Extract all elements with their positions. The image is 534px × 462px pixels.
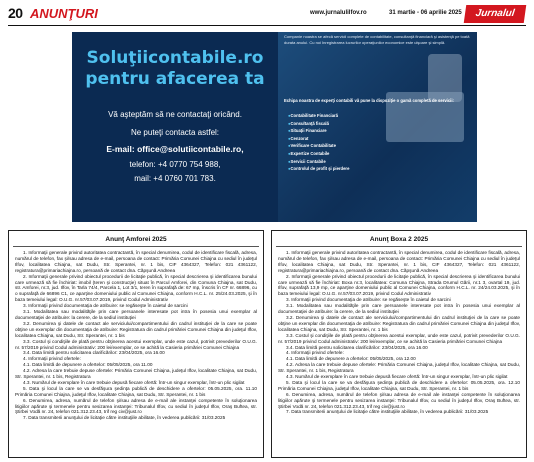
ad-service-item: ● Situaţii Financiare bbox=[288, 127, 349, 135]
newspaper-logo: Jurnalul bbox=[464, 5, 527, 23]
announcement-body bbox=[272, 247, 526, 415]
website-link[interactable]: www.jurnalulilfov.ro bbox=[310, 10, 367, 16]
announcement-paragraph: 3. Informaţii privind documentaţia de atribuire: se regăseşte în caietul de sarcini bbox=[23, 303, 188, 309]
announcement-paragraph: 3.4. Data limită pentru solicitarea clarificărilor: 23/04/2025, ora 16.00 bbox=[23, 350, 165, 356]
ad-email[interactable]: E-mail: office@solutiicontabile.ro, bbox=[106, 144, 244, 154]
announcement-paragraph: 3.1. Modalitatea sau modalităţile prin care persoanele interesate pot intra în posesia unui exemplar al documentaţiei de atribuire: la cerere, de la sediul instituţiei bbox=[15, 309, 257, 320]
announcement-paragraph: 3.3. Costul şi condiţiile de plată pentru obţinerea acestui exemplar, unde este cazul, potrivit prevederilor O.U.G. nr. 57/2019 privind Codul administrativ: 200 lei/exemplar, ce se achită la Casieria primăriei Comunei Chiajna bbox=[278, 332, 520, 344]
page-number: 20 bbox=[8, 5, 23, 21]
advertisement-banner[interactable] bbox=[72, 32, 477, 222]
announcement-paragraph: 4.3. Numărul de exemplare în care trebuie depusă fiecare ofertă: Într-un singur exemplar, într-un plic sigilat bbox=[23, 379, 245, 385]
announcement-title: Anunţ Amforei 2025 bbox=[13, 236, 259, 247]
announcement-paragraph: 3.2. Denumirea şi datele de contact ale serviciului/compartimentului din cadrul instituţiei de la care se poate obţine un exemplar din documentaţia de atribuire: Registratura din cadrul primăriei Comunei Chiajna din judeţul Ilfov, localitatea Chiajna, sat Dudu, Str. Sperantei, nr. 1 bis bbox=[278, 314, 520, 332]
announcement-paragraph: 3.2. Denumirea şi datele de contact ale serviciului/compartimentului din cadrul instituţiei de la care se poate obţine un exemplar din documentaţia de atribuire: Registratura din cadrul primăriei Comunei Chiajna din judeţul Ilfov, localitatea Chiajna, sat Dudu, Str. Sperantei, nr. 1 bis bbox=[15, 320, 257, 338]
announcement-boxa bbox=[271, 230, 527, 458]
ad-line-contact: Ne puteţi contacta astfel: bbox=[130, 128, 220, 137]
ad-brand bbox=[82, 48, 268, 90]
ad-service-item: ● Verificare Contabilitate bbox=[288, 142, 349, 150]
announcement-paragraph: 1. Informaţii generale privind autoritatea contractantă, în special denumirea, codul de identificare fiscală, adresa, numărul de telefon, fax şi/sau adresa de e-mail, persoana de contact: Primăria Comunei Chiajna cu sediul în judeţul Ilfov, localitatea Chiajna, sat Dudu, Str. Sperantei, nr. 1 bis, CIF 4364327, Telefon: 021 4361122, registratura@primariachiajna.ro, persoană de contact dna. Căpşună Andreea bbox=[278, 250, 520, 273]
ad-contact-panel bbox=[72, 32, 278, 222]
announcement-paragraph: 3.3. Costul şi condiţiile de plată pentru obţinerea acestui exemplar, unde este cazul, potrivit prevederilor O.U.G. nr. 57/2019 privind Codul administrativ: 200 lei/exemplar, ce se achită la Casieria primăriei Comunei Chiajna bbox=[15, 338, 257, 350]
ad-service-item: ● Contabilitate Financiară bbox=[288, 112, 349, 120]
announcement-paragraph: 4.2. Adresa la care trebuie depuse ofertele: Primăria Comunei Chiajna, judeţul Ilfov, localitate Chiajna, sat Dudu, Str. Sperantei, nr. 1 bis, Registratura bbox=[15, 368, 257, 380]
ad-service-item: ● Controlul de profit şi pierdere bbox=[288, 165, 349, 173]
announcement-paragraph: 4. Informaţii privind ofertele: bbox=[23, 356, 81, 362]
announcement-paragraph: 6. Denumirea, adresa, numărul de telefon şi/sau adresa de e-mail ale instanţei competente în soluţionarea litigiilor apărute şi termenele pentru sesizarea instanţei: Tribunalul Ilfov, cu sediul în judeţul Ilfov, Oraş Buftea, str. Ştirbei Vodă nr. 24, telefon 021.312.23.43, trif reg civ@just.ro bbox=[15, 397, 257, 415]
ad-line-invite: Vă aşteptăm să ne contactaţi oricând. bbox=[108, 110, 242, 119]
announcement-paragraph: 7. Data transmiterii anunţului de licitaţie către instituţiile abilitate, în vederea publicării: 31/03.2025 bbox=[286, 409, 489, 415]
announcement-paragraph: 4.3. Numărul de exemplare în care trebuie depusă fiecare ofertă: Într-un singur exemplar, într-un plic sigilat bbox=[286, 374, 508, 380]
ad-services-panel bbox=[278, 32, 477, 222]
announcement-paragraph: 2. Informaţii generale privind obiectul procedurii de licitaţie publică, în special descrierea şi identificarea bunului care urmează să fie închiriat: Boxa nr.3, localitatea: Comuna Chiajna, Strada Drumul Gării, nr.1 3, ovartal 19, jud. Ilfov, suprafaţă 13,9 mp, ce aparţine domeniului public al Comunei Chiajna, conform H.C.L. nr. 24/24.03.2025, şi în baza temeiului legal: O.U.G. nr.57/03.07.2019, privind Codul Administrativ bbox=[278, 273, 520, 297]
announcement-paragraph: 5. Data şi locul la care se va desfăşura şedinţa publică de deschidere a ofertelor: 05.05.2025, ora. 12.10 Primăria Comunei Chiajna, judeţul Ilfov, localitate Chiajna, sat Dudu, Str. Sperantei, nr. 1 bis bbox=[278, 379, 520, 391]
announcement-paragraph: 5. Data şi locul la care se va desfăşura şedinţa publică de deschidere a ofertelor: 05.05.2025, ora. 11.10 Primăria Comunei Chiajna, judeţul Ilfov, localitate Chiajna, sat Dudu, Str. Sperantei, nr. 1 bis bbox=[15, 385, 257, 397]
ad-intro-text: Companie noastra se afecă servicii complete de contabilitate, consultanţă financiară şi asistenţă pe toată durata anului. Cu noi înregistrarea lucrurilor operaţiunilor economice este ulşoare şi simplă. bbox=[284, 34, 470, 45]
announcement-title: Anunţ Boxa 2 2025 bbox=[276, 236, 522, 247]
ad-phone-2: mail: +4 0760 701 783. bbox=[134, 174, 216, 183]
announcement-paragraph: 4. Informaţii privind ofertele: bbox=[286, 350, 344, 356]
ad-brand-line2: pentru afacerea ta bbox=[85, 69, 265, 89]
issue-date: 31 martie - 06 aprilie 2025 bbox=[389, 10, 462, 16]
announcement-paragraph: 6. Denumirea, adresa, numărul de telefon şi/sau adresa de e-mail ale instanţei competente în soluţionarea litigiilor apărute şi termenele pentru sesizarea instanţei: Tribunalul Ilfov, cu sediul în judeţul Ilfov, Oraş Buftea, str. Ştirbei Vodă nr. 24, telefon 021.312.23.43, trif reg civ@just.ro bbox=[278, 391, 520, 409]
announcement-paragraph: 4.1. Data limită de depunere a ofertelor: 05/05/2025, ora 12.00 bbox=[286, 356, 416, 362]
announcement-paragraph: 3. Informaţii privind documentaţia de atribuire: se regăseşte în caietul de sarcini bbox=[286, 297, 451, 303]
ad-services-heading: Echipa noastra de experţi contabili vă pune la dispoziţie o gamă completă de servicii: bbox=[284, 98, 454, 103]
ad-service-item: ● Cenzorat bbox=[288, 135, 349, 143]
announcement-amforei bbox=[8, 230, 264, 458]
announcement-body bbox=[9, 247, 263, 421]
announcement-paragraph: 2. Informaţii generale privind obiectul procedurii de licitaţie publică, în special descrierea şi identificarea bunului care urmează să fie închiriat: imobil (teren şi construcţie) situat în Parcul Amforei, din Comuna Chiajna, sat Dudu, str. Amforei, nr.3, jud. Ilfov, în Tarla 74/4, Parcela 1, Lot 3/1, teren în suprafaţă de: 67 mp, înscris în CF nr. 66896, cu o suprafaţă de 66896 C1, ce aparţine domeniului public al Comunei Chiajna, conform H.C.L. nr. 25/24.03.2025, şi în baza temeiului legal: O.U.G. nr.57/03.07.2019, privind Codul Administrativ bbox=[15, 273, 257, 303]
announcement-paragraph: 3.1. Modalitatea sau modalităţile prin care persoanele interesate pot intra în posesia unui exemplar al documentaţiei de atribuire: la cerere, de la sediul instituţiei bbox=[278, 303, 520, 315]
announcement-paragraph: 4.2. Adresa la care trebuie depuse ofertele: Primăria Comunei Chiajna, judeţul Ilfov, localitate Chiajna, sat Dudu, Str. Sperantei, nr. 1 bis, Registratura bbox=[278, 362, 520, 374]
announcement-paragraph: 1. Informaţii generale privind autoritatea contractantă, în special denumirea, codul de identificare fiscală, adresa, numărul de telefon, fax şi/sau adresa de e-mail, persoana de contact: Primăria Comunei Chiajna cu sediul în judeţul Ilfov, localitatea Chiajna, sat Dudu, Str. Sperantei, nr. 1 bis, CIF 4364327, Telefon: 021 4361122, registratura@primariachiajna.ro, persoană de contact dna. Căpşună Andreea bbox=[15, 250, 257, 273]
announcement-paragraph: 3.4. Data limită pentru solicitarea clarificărilor: 23/04/2025, ora 16.00 bbox=[286, 344, 428, 350]
ad-services-list bbox=[288, 112, 349, 173]
ad-phone-1: telefon: +4 0770 754 988, bbox=[129, 160, 221, 169]
ad-brand-line1: Soluţiicontabile.ro bbox=[86, 48, 264, 68]
page-header bbox=[8, 4, 526, 26]
ad-service-item: ● Servicii Contabile bbox=[288, 158, 349, 166]
ad-service-item: ● Expertize Contabile bbox=[288, 150, 349, 158]
ad-service-item: ● Consultanţă fiscală bbox=[288, 120, 349, 128]
section-title: ANUNŢURI bbox=[30, 6, 98, 21]
announcement-paragraph: 7. Data transmiterii anunţului de licitaţie către instituţiile abilitate, în vederea publicării: 31/03.2025 bbox=[23, 415, 226, 421]
announcement-paragraph: 4.1. Data limită de depunere a ofertelor: 05/05/2025, ora 11.00 bbox=[23, 362, 153, 368]
